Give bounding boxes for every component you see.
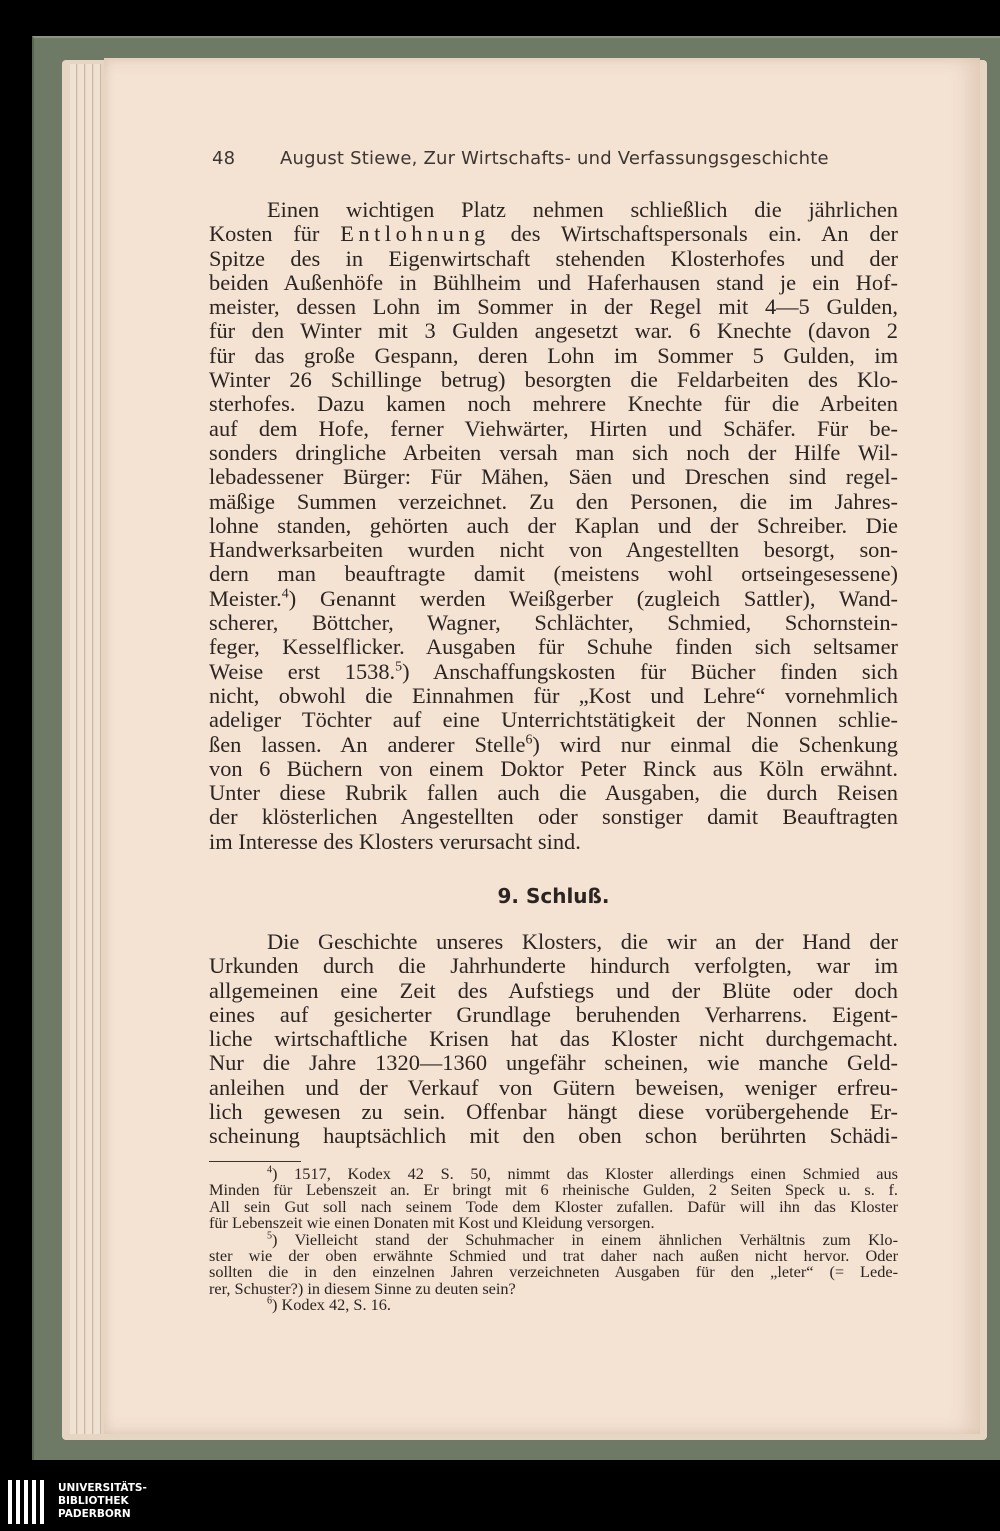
text-line: adeliger Töchter auf eine Unterrichtstätigkeit der Nonnen schlie- <box>209 707 898 733</box>
text-line: von 6 Büchern von einem Doktor Peter Rinck aus Köln erwähnt. <box>209 755 898 781</box>
text-line: Weise erst 1538.$^5$) Anschaffungskosten für Bücher finden sich <box>209 658 898 684</box>
text-line: für das große Gespann, deren Lohn im Sommer 5 Gulden, im <box>209 342 898 368</box>
text-line: lebadessener Bürger: Für Mähen, Säen und Dreschen sind regel- <box>209 464 898 490</box>
text-line: Winter 26 Schillinge betrug) besorgten die Feldarbeiten des Klo- <box>209 367 898 393</box>
footnote-line: Minden für Lebenszeit an. Er bringt mit 6 rheinische Gulden, 2 Seiten Speck u. s. f. <box>209 1180 898 1200</box>
footnote-line: rer, Schuster?) in diesem Sinne zu deuten sein? <box>209 1278 516 1298</box>
section-body <box>209 198 898 854</box>
text-line: feger, Kesselflicker. Ausgaben für Schuhe finden sich seltsamer <box>209 634 898 660</box>
text-line: lohne standen, gehörten auch der Kaplan und der Schreiber. Die <box>209 512 898 538</box>
text-line: nicht, obwohl die Einnahmen für „Kost und Lehre“ vornehmlich <box>209 682 898 708</box>
text-line: scheinung hauptsächlich mit den oben schon berührten Schädi- <box>209 1123 898 1149</box>
text-line: Unter diese Rubrik fallen auch die Ausgaben, die durch Reisen <box>209 780 898 806</box>
page-edge <box>94 64 101 1434</box>
text-line: sonders dringliche Arbeiten versah man sich noch der Hilfe Wil- <box>209 439 898 465</box>
text-line: scherer, Böttcher, Wagner, Schlächter, Schmied, Schornstein- <box>209 610 898 636</box>
footnote-line: $^5$) Vielleicht stand der Schuhmacher in einem ähnlichen Verhältnis zum Klo- <box>267 1229 898 1249</box>
running-title: August Stiewe, Zur Wirtschafts- und Verfassungsgeschichte <box>280 148 829 169</box>
page-edge <box>78 64 85 1434</box>
text-line: der klösterlichen Angestellten oder sonstiger damit Beauftragten <box>209 804 898 830</box>
text-line: lich gewesen zu sein. Offenbar hängt diese vorübergehende Er- <box>209 1099 898 1125</box>
text-line: mäßige Summen verzeichnet. Zu den Personen, die im Jahres- <box>209 488 898 514</box>
footnote-divider <box>209 1161 301 1162</box>
text-line: auf dem Hofe, ferner Viehwärter, Hirten und Schäfer. Für be- <box>209 415 898 441</box>
text-line: sterhofes. Dazu kamen noch mehrere Knechte für die Arbeiten <box>209 391 898 417</box>
footnote-ref[interactable]: 4 <box>281 586 289 602</box>
text-line: dern man beauftragte damit (meistens wohl ortseingesessene) <box>209 561 898 587</box>
footnote-line: $^4$) 1517, Kodex 42 S. 50, nimmt das Kloster allerdings einen Schmied aus <box>267 1164 898 1183</box>
footnotes <box>209 1166 898 1314</box>
text-line: im Interesse des Klosters verursacht sind. <box>209 828 581 854</box>
page-edge <box>70 64 77 1434</box>
footnote-line: sollten die in den einzelnen Jahren verzeichneten Ausgaben für den „leter“ (= Lede- <box>209 1262 898 1282</box>
footnote-line: $^6$) Kodex 42, S. 16. <box>267 1295 391 1315</box>
text-line: allgemeinen eine Zeit des Aufstiegs und der Blüte oder doch <box>209 977 898 1003</box>
text-line: Meister.$^4$) Genannt werden Weißgerber (zugleich Sattler), Wand- <box>209 585 898 611</box>
library-logo <box>6 1480 206 1524</box>
footnote-line: All sein Gut soll nach seinem Tode dem Kloster zufallen. Dafür will ihn das Kloster <box>209 1196 898 1216</box>
spaced-emphasis: Entlohnung <box>340 221 490 247</box>
text-line: anleihen und der Verkauf von Gütern beweisen, weniger erfreu- <box>209 1074 898 1100</box>
page-edge <box>86 64 93 1434</box>
footnote-line: ster wie der oben erwähnte Schmied und trat daher nach außen nicht hervor. Oder <box>209 1246 898 1266</box>
text-line: Handwerksarbeiten wurden nicht von Angestellten besorgt, son- <box>209 537 898 563</box>
footnote-mark: 4 <box>267 1164 273 1176</box>
running-header <box>212 148 832 169</box>
text-line: Die Geschichte unseres Klosters, die wir an der Hand der <box>267 929 898 954</box>
text-line: beiden Außenhöfe in Bühlheim und Haferhausen stand je ein Hof- <box>209 269 898 295</box>
footnote-line: für Lebenszeit wie einen Donaten mit Kost und Kleidung versorgen. <box>209 1213 655 1233</box>
section-heading: 9. Schluß. <box>497 884 610 908</box>
text-line: Einen wichtigen Platz nehmen schließlich die jährlichen <box>267 197 898 222</box>
page-number: 48 <box>212 148 236 169</box>
text-line: für den Winter mit 3 Gulden angesetzt war. 6 Knechte (davon 2 <box>209 318 898 344</box>
book-page <box>104 58 980 1434</box>
text-line: Spitze des in Eigenwirtschaft stehenden Klosterhofes und der <box>209 245 898 271</box>
logo-text: UNIVERSITÄTS- BIBLIOTHEK PADERBORN <box>58 1482 147 1520</box>
footnote-mark: 5 <box>267 1230 273 1242</box>
footnote-ref[interactable]: 5 <box>395 659 403 675</box>
text-line: meister, dessen Lohn im Sommer in der Regel mit 4—5 Gulden, <box>209 294 898 320</box>
footnote-mark: 6 <box>267 1295 273 1307</box>
text-line: eines auf gesicherter Grundlage beruhenden Verharrens. Eigent- <box>209 1001 898 1027</box>
text-line: ßen lassen. An anderer Stelle$^6$) wird nur einmal die Schenkung <box>209 731 898 757</box>
footnote-ref[interactable]: 6 <box>525 732 533 748</box>
text-line: Urkunden durch die Jahrhunderte hindurch verfolgten, war im <box>209 953 898 979</box>
text-line: liche wirtschaftliche Krisen hat das Kloster nicht durchgemacht. <box>209 1026 898 1052</box>
text-line: Kosten für Entlohnung des Wirtschaftspersonals ein. An der <box>209 221 898 247</box>
section-body <box>209 930 898 1149</box>
logo-bars-icon <box>6 1480 50 1524</box>
text-line: Nur die Jahre 1320—1360 ungefähr scheinen, wie manche Geld- <box>209 1050 898 1076</box>
